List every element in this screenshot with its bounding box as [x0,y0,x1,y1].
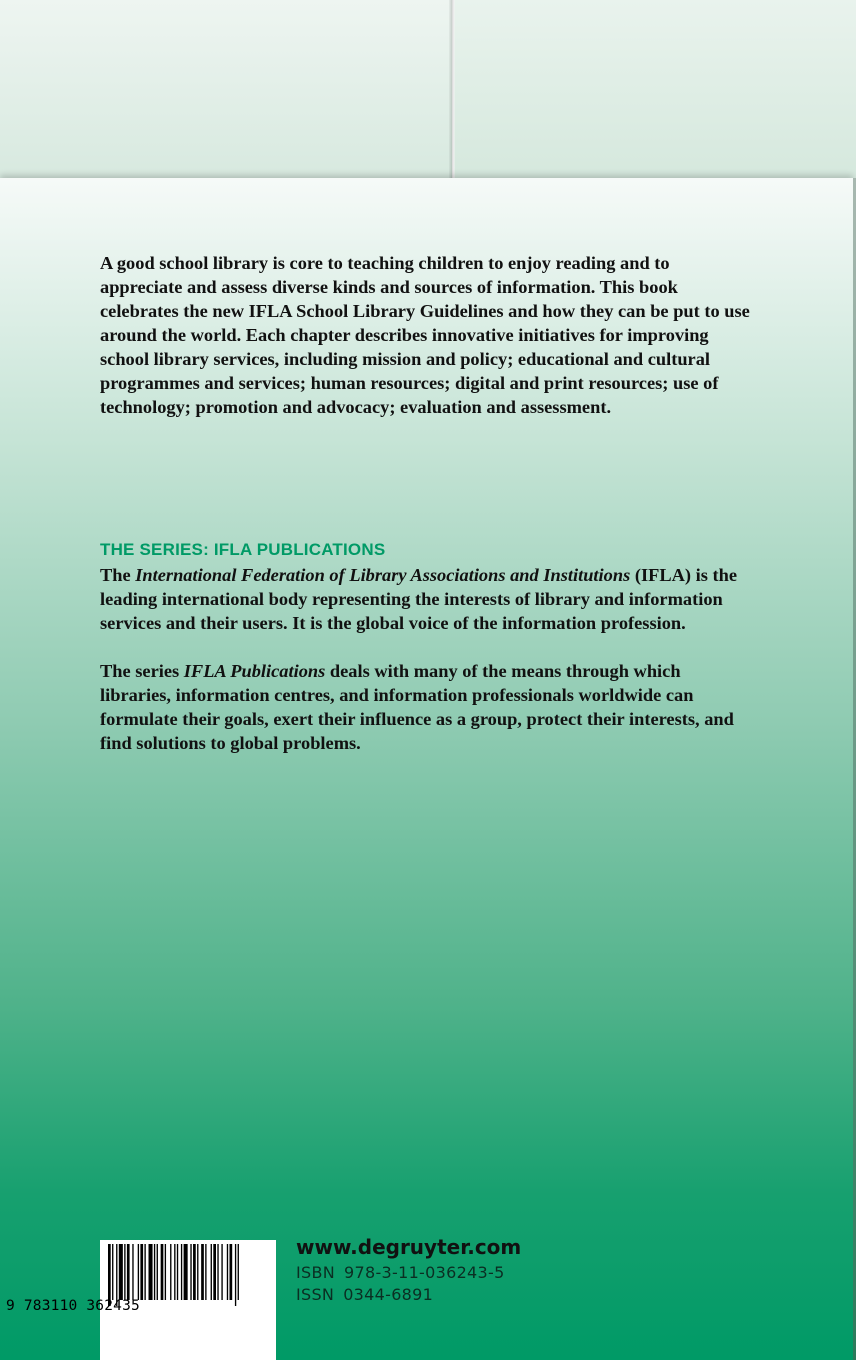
series-name: IFLA Publications [183,661,326,681]
series-para2-rest: deals with many of the means through which libraries, information centres, and information professionals worldwide can formulate their goals, exert their influence as a group, protect their interests, and find solutions to global problems. [100,661,734,753]
barcode-bar [213,1244,216,1300]
barcode-bar [205,1244,206,1300]
barcode-bar [157,1244,158,1300]
publisher-website: www.degruyter.com [296,1235,522,1259]
series-para2-prefix: The series [100,661,184,681]
barcode-bar [174,1244,175,1300]
barcode-bar [116,1244,117,1306]
barcode-bar [149,1244,153,1300]
isbn-line [296,1263,505,1282]
series-para1-rest: (IFLA) is the leading international body representing the interests of library and information services and their users. It is the global voice of the information profession. [100,565,737,633]
barcode-bar [140,1244,143,1300]
barcode-bar [138,1244,139,1300]
top-left-panel [0,0,452,180]
barcode-bar [197,1244,198,1300]
barcode-bar [127,1244,130,1300]
issn-label: ISSN [296,1285,335,1304]
series-heading: THE SERIES: IFLA PUBLICATIONS [100,540,386,559]
barcode-bar [108,1244,111,1306]
top-right-panel [454,0,856,180]
barcode-bar [154,1244,155,1300]
barcode-bar [119,1244,123,1300]
barcode-bar [170,1244,171,1300]
barcode-bar [165,1244,166,1300]
barcode-bar [132,1244,133,1300]
isbn-value: 978-3-11-036243-5 [344,1263,505,1282]
series-paragraph-2 [100,659,750,755]
barcode-bar [235,1244,236,1306]
barcode-bar [201,1244,204,1300]
series-paragraph-1 [100,563,750,635]
barcode-bar [177,1244,178,1300]
barcode-bar [221,1244,222,1300]
barcode-bar [181,1244,182,1300]
barcode-bar [124,1244,125,1300]
barcode-number: 9 783110 362435 [6,1298,140,1314]
barcode-bar [211,1244,212,1300]
barcode-bar [238,1244,239,1300]
series-para1-prefix: The [100,565,136,585]
barcode-bar [230,1244,233,1300]
barcode-bar [227,1244,228,1300]
barcode-bar [190,1244,191,1300]
isbn-label: ISBN [296,1263,336,1282]
issn-value: 0344-6891 [343,1285,434,1304]
barcode-bar [217,1244,218,1300]
panel-fold [449,0,455,180]
barcode-bar [144,1244,145,1300]
organization-name: International Federation of Library Associations and Institutions [135,565,631,585]
issn-line [296,1285,433,1304]
barcode-bar [184,1244,188,1300]
barcode-bar [161,1244,164,1300]
barcode-bar [193,1244,196,1300]
book-description: A good school library is core to teaching children to enjoy reading and to appreciate and assess diverse kinds and sources of information. This book celebrates the new IFLA School Library Guidelines and how they can be put to use around the world. Each chapter describes innovative initiatives for improving school library services, including mission and policy; educational and cultural programmes and services; human resources; digital and print resources; use of technology; promotion and advocacy; evaluation and assessment. [100,253,750,417]
barcode-bar [112,1244,113,1300]
